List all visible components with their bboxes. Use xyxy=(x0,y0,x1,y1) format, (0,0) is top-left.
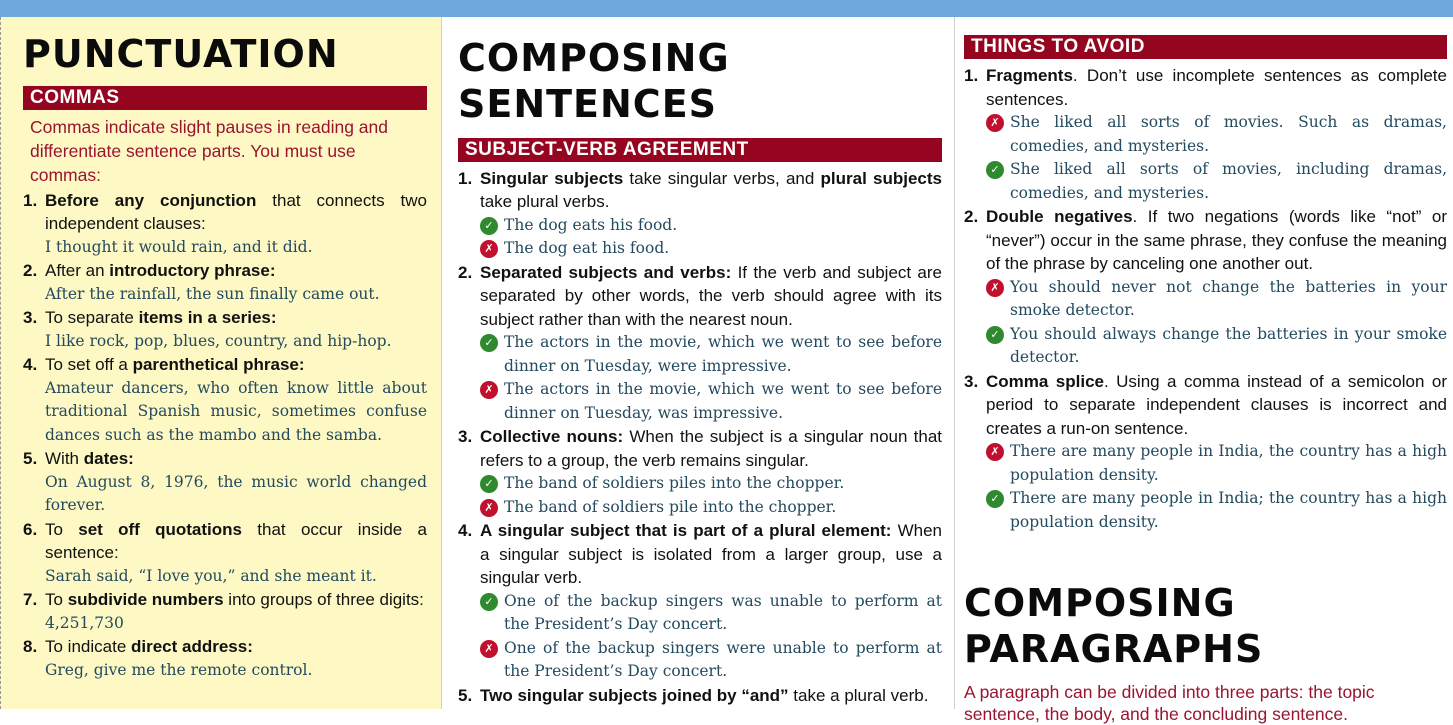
rule-text: To indicate xyxy=(45,637,131,657)
rule-keyword: set off quotations xyxy=(78,519,242,539)
rule-keyword: A singular subject that is part of a plural element: xyxy=(480,521,892,541)
rule-keyword: Double negatives xyxy=(986,207,1133,226)
correct-example xyxy=(964,487,1447,534)
example-text: One of the backup singers were unable to perform at the President’s Day concert. xyxy=(504,638,942,681)
composing-paragraphs-title xyxy=(964,580,1447,673)
item-number: 7. xyxy=(23,590,38,610)
things-to-avoid-column xyxy=(956,17,1453,724)
thumbs-down-icon: ✗ xyxy=(986,114,1004,132)
rule-item xyxy=(458,425,942,472)
item-number: 5. xyxy=(23,449,38,469)
rule-text: take plural verbs. xyxy=(480,192,610,212)
rule-keyword: parenthetical phrase: xyxy=(132,355,305,375)
subject-verb-agreement-header: SUBJECT-VERB AGREEMENT xyxy=(458,138,942,162)
incorrect-example xyxy=(964,111,1447,158)
example-text: There are many people in India, the country has a high population density. xyxy=(1010,442,1447,484)
rule-text: After an xyxy=(45,261,110,281)
top-accent-bar xyxy=(0,0,1453,17)
example-text: One of the backup singers was unable to perform at the President’s Day concert. xyxy=(504,591,942,634)
rule-text: into groups of three digits: xyxy=(223,590,424,610)
rule-text: that connects two independent clauses: xyxy=(45,190,427,234)
incorrect-example xyxy=(964,276,1447,323)
rule-keyword: items in a series: xyxy=(138,308,277,328)
item-number: 4. xyxy=(458,521,473,541)
composing-paragraphs-title-line1: COMPOSING xyxy=(964,581,1236,625)
item-number: 3. xyxy=(458,427,473,447)
example-text: The actors in the movie, which we went to see before dinner on Tuesday, were impressive. xyxy=(504,333,942,375)
rule-keyword: Fragments xyxy=(986,66,1073,85)
item-number: 1. xyxy=(23,190,38,210)
rule-example: After the rainfall, the sun finally came out. xyxy=(45,284,380,303)
correct-example xyxy=(458,590,942,637)
comma-rule-item xyxy=(23,518,427,565)
rule-example: On August 8, 1976, the music world changed forever. xyxy=(45,472,427,515)
rule-text: With xyxy=(45,449,84,469)
composing-sentences-title xyxy=(458,35,942,128)
rule-keyword: Singular subjects xyxy=(480,168,624,188)
subject-verb-rule-list xyxy=(458,167,942,708)
rule-keyword: introductory phrase: xyxy=(109,261,276,281)
rule-item xyxy=(964,64,1447,111)
thumbs-up-icon: ✓ xyxy=(986,326,1004,344)
rule-keyword: Separated subjects and verbs: xyxy=(480,262,732,282)
rule-keyword: plural subjects xyxy=(820,168,942,188)
composing-paragraphs-intro: A paragraph can be divided into three parts: the topic sentence, the body, and the concluding sentence. xyxy=(964,681,1375,724)
rule-item xyxy=(458,261,942,332)
punctuation-column xyxy=(0,17,442,709)
comma-rule-item xyxy=(23,353,427,377)
example-text: The dog eats his food. xyxy=(504,215,678,234)
item-number: 4. xyxy=(23,355,38,375)
correct-example xyxy=(458,472,942,496)
item-number: 5. xyxy=(458,685,473,705)
rule-keyword: Before any conjunction xyxy=(45,190,257,210)
example-text: You should always change the batteries in your smoke detector. xyxy=(1010,324,1447,366)
rule-text: take a plural verb. xyxy=(788,685,929,705)
comma-rule-item xyxy=(23,588,427,612)
rule-text: When the subject is a singular noun that refers to a group, the verb remains singular. xyxy=(480,427,942,470)
item-number: 3. xyxy=(23,308,38,328)
example-text: You should never not change the batteries in your smoke detector. xyxy=(1010,277,1447,319)
item-number: 2. xyxy=(964,207,979,226)
rule-keyword: Comma splice xyxy=(986,371,1104,391)
incorrect-example xyxy=(964,440,1447,487)
correct-example xyxy=(964,158,1447,205)
rule-text: take singular verbs, and xyxy=(623,168,821,188)
rule-example: Sarah said, “I love you,” and she meant it. xyxy=(45,566,377,585)
thumbs-down-icon: ✗ xyxy=(986,443,1004,461)
rule-item xyxy=(458,519,942,590)
comma-rule-item xyxy=(23,306,427,330)
thumbs-up-icon: ✓ xyxy=(480,475,498,493)
composing-sentences-title-line2: SENTENCES xyxy=(458,82,718,127)
rule-keyword: dates: xyxy=(83,449,134,469)
rule-keyword: direct address: xyxy=(131,637,253,657)
punctuation-title: PUNCTUATION xyxy=(23,32,339,76)
correct-example xyxy=(458,214,942,238)
rule-text: To set off a xyxy=(45,355,133,375)
example-text: She liked all sorts of movies. Such as dramas, comedies, and mysteries. xyxy=(1010,113,1447,155)
rule-item xyxy=(964,370,1447,441)
rule-text: . If two negations (words like “not” or “never”) occur in the same phrase, they confuse the meaning of the phrase by canceling one another out. xyxy=(986,207,1447,273)
example-text: The actors in the movie, which we went to see before dinner on Tuesday, was impressive. xyxy=(504,380,942,422)
rule-text: To xyxy=(45,590,68,610)
item-number: 3. xyxy=(964,371,979,391)
rule-item xyxy=(458,167,942,214)
rule-text: If the verb and subject are separated by other words, the verb should agree with its subject rather than with the nearest noun. xyxy=(480,262,942,329)
rule-text: To xyxy=(45,519,79,539)
item-number: 6. xyxy=(23,519,38,539)
rule-item xyxy=(964,205,1447,276)
item-number: 2. xyxy=(23,261,38,281)
rule-text: To separate xyxy=(45,308,139,328)
rule-text: that occur inside a sentence: xyxy=(45,519,427,563)
incorrect-example xyxy=(458,237,942,261)
item-number: 1. xyxy=(458,168,473,188)
incorrect-example xyxy=(458,637,942,684)
comma-rule-item xyxy=(23,259,427,283)
thumbs-down-icon: ✗ xyxy=(480,499,498,517)
rule-example: Greg, give me the remote control. xyxy=(45,660,313,679)
comma-rule-item xyxy=(23,635,427,659)
rule-example: I thought it would rain, and it did. xyxy=(45,237,313,256)
composing-paragraphs-title-line2: PARAGRAPHS xyxy=(964,627,1264,672)
comma-rule-item xyxy=(23,189,427,236)
example-text: She liked all sorts of movies, including dramas, comedies, and mysteries. xyxy=(1010,160,1447,202)
item-number: 8. xyxy=(23,637,38,657)
rule-example: Amateur dancers, who often know little about traditional Spanish music, sometimes confuse dances such as the mambo and the samba. xyxy=(45,378,427,444)
example-text: There are many people in India; the country has a high population density. xyxy=(1010,489,1447,531)
thumbs-up-icon: ✓ xyxy=(480,334,498,352)
item-number: 2. xyxy=(458,262,473,282)
rule-item xyxy=(458,684,942,708)
example-text: The band of soldiers piles into the chopper. xyxy=(504,474,845,493)
thumbs-up-icon: ✓ xyxy=(480,593,498,611)
thumbs-down-icon: ✗ xyxy=(986,279,1004,297)
composing-sentences-title-line1: COMPOSING xyxy=(458,36,730,80)
example-text: The band of soldiers pile into the chopper. xyxy=(504,497,837,516)
item-number: 1. xyxy=(964,66,979,85)
rule-keyword: Two singular subjects joined by “and” xyxy=(480,685,789,705)
thumbs-up-icon: ✓ xyxy=(986,490,1004,508)
example-text: The dog eat his food. xyxy=(504,239,670,258)
rule-example: 4,251,730 xyxy=(45,613,124,632)
comma-rule-item xyxy=(23,447,427,471)
commas-header: COMMAS xyxy=(23,86,427,110)
thumbs-up-icon: ✓ xyxy=(986,161,1004,179)
rule-keyword: Collective nouns: xyxy=(480,427,624,447)
rule-example: I like rock, pop, blues, country, and hip-hop. xyxy=(45,331,392,350)
rule-text: When a singular subject is isolated from a larger group, use a singular verb. xyxy=(480,521,942,588)
commas-rule-list xyxy=(23,189,427,683)
rule-text: . Don’t use incomplete sentences as complete sentences. xyxy=(986,66,1447,109)
correct-example xyxy=(964,323,1447,370)
thumbs-down-icon: ✗ xyxy=(480,381,498,399)
incorrect-example xyxy=(458,496,942,520)
incorrect-example xyxy=(458,378,942,425)
rule-text: . Using a comma instead of a semicolon or period to separate independent clauses is incorrect and creates a run-on sentence. xyxy=(986,371,1447,438)
correct-example xyxy=(458,331,942,378)
composing-sentences-column xyxy=(443,17,955,709)
thumbs-up-icon: ✓ xyxy=(480,217,498,235)
thumbs-down-icon: ✗ xyxy=(480,240,498,258)
commas-intro: Commas indicate slight pauses in reading and differentiate sentence parts. You must use commas: xyxy=(30,116,388,185)
things-to-avoid-list xyxy=(964,64,1447,534)
rule-keyword: subdivide numbers xyxy=(67,590,224,610)
things-to-avoid-header: THINGS TO AVOID xyxy=(964,35,1447,59)
thumbs-down-icon: ✗ xyxy=(480,640,498,658)
